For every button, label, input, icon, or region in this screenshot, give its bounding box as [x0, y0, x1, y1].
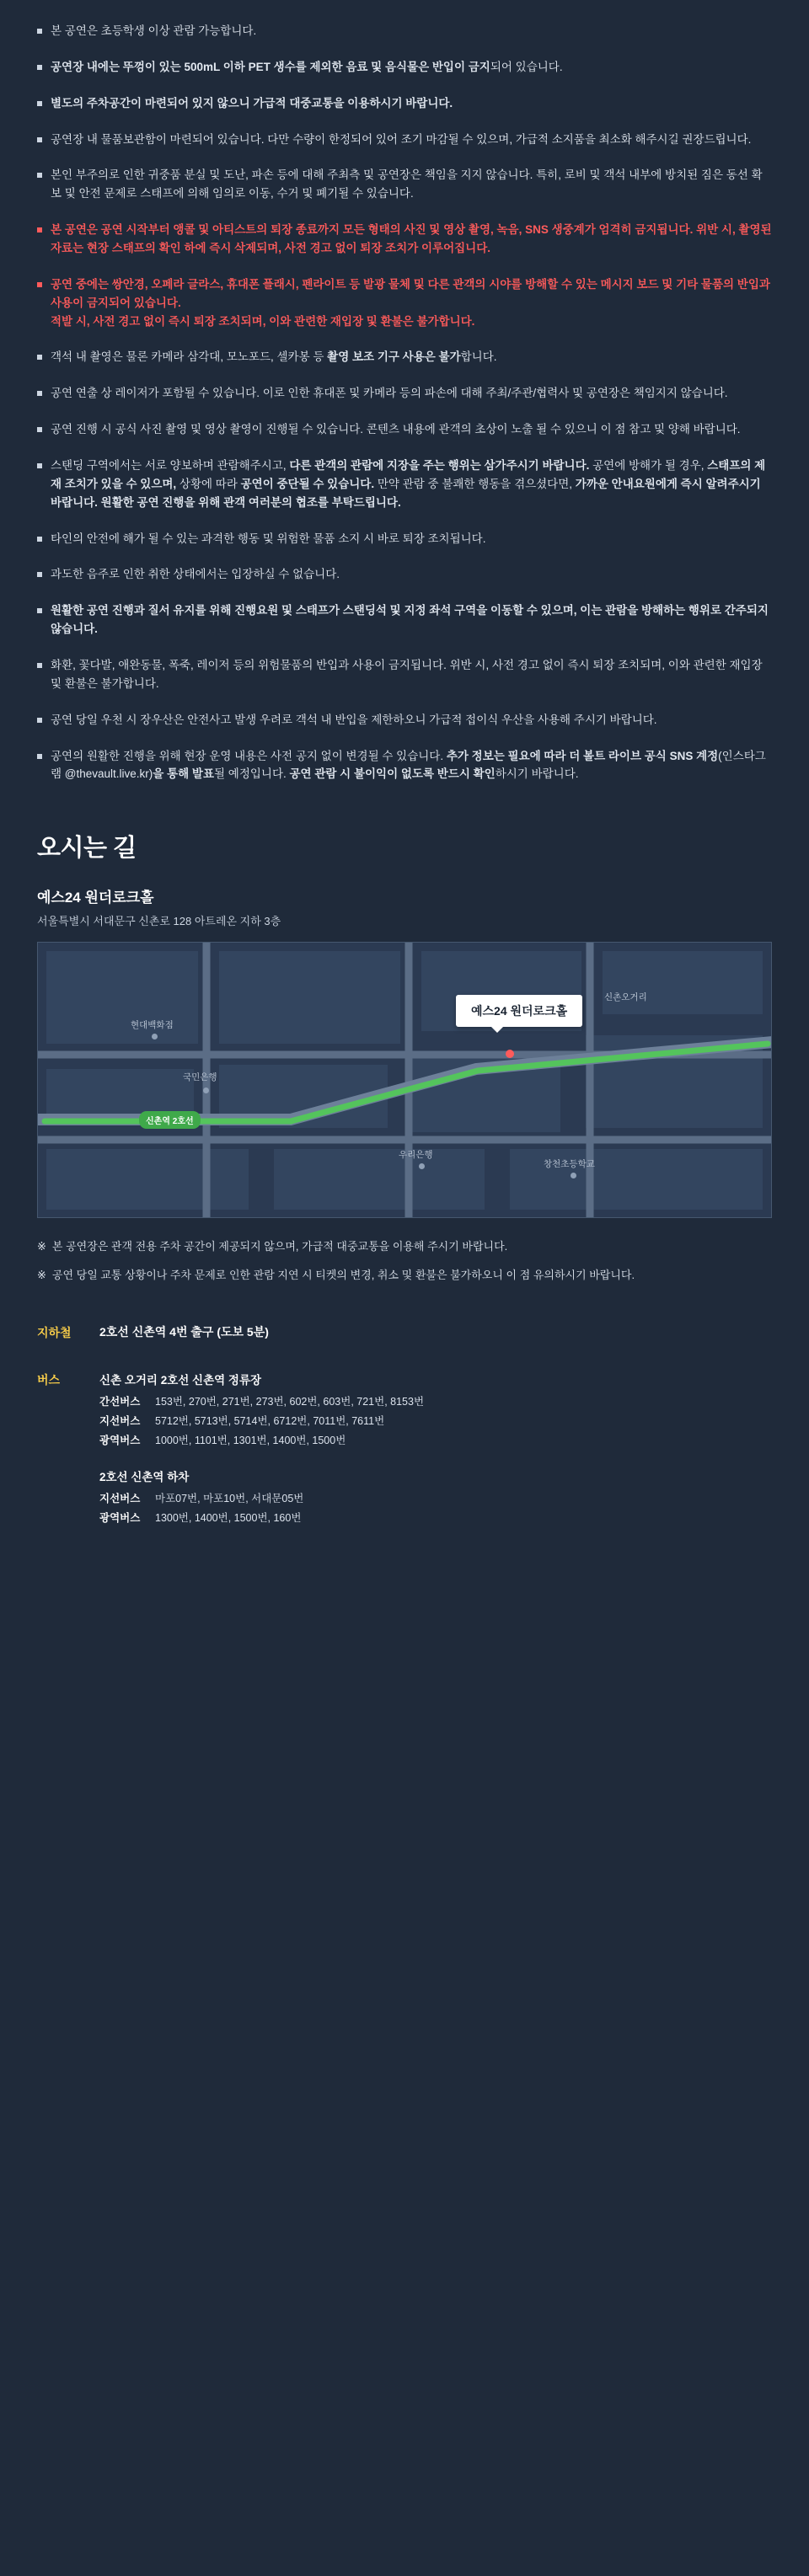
bullet-icon: [37, 101, 42, 106]
notice-run: 화환, 꽃다발, 애완동물, 폭죽, 레이저 등의 위험물품의 반입과 사용이 금지됩니다. 위반 시, 사전 경고 없이 즉시 퇴장 조치되며, 이와 관련한 재입장 및 환불은 불가합니다.: [51, 659, 763, 690]
bullet-icon: [37, 463, 42, 468]
notice-run: 객석 내 촬영은 물론 카메라 삼각대, 모노포드, 셀카봉 등: [51, 350, 328, 364]
bus-line-row: [99, 1509, 772, 1528]
notice-run: 공연의 원활한 진행을 위해 현장 운영 내용은 사전 공지 없이 변경될 수 있습니다.: [51, 749, 447, 762]
bus-numbers: 마포07번, 마포10번, 서대문05번: [155, 1493, 304, 1505]
map-label-sinchon-5way: 신촌오거리: [604, 992, 647, 1003]
notice-run: (인스타그램 @thevault.live.kr): [51, 749, 766, 781]
note-text: 본 공연장은 관객 전용 주차 공간이 제공되지 않으며, 가급적 대중교통을 이용해 주시기 바랍니다.: [51, 1240, 508, 1253]
bullet-icon: [37, 65, 42, 70]
note-item: [37, 1238, 772, 1256]
notice-item: [37, 601, 772, 639]
subway-line-tag: 신촌역 2호선: [139, 1111, 201, 1129]
notice-run: 상황에 따라: [176, 477, 241, 490]
notice-run: 별도의 주차공간이 마련되어 있지 않으니 가급적 대중교통을 이용하시기 바랍니다.: [51, 96, 453, 110]
notice-text: [51, 530, 772, 548]
notice-item: [37, 221, 772, 258]
notice-run: 만약 관람 중 불쾌한 행동을 겪으셨다면,: [374, 477, 576, 490]
notice-text: [51, 22, 772, 40]
notice-run: 공연이 중단될 수 있습니다.: [240, 477, 375, 490]
venue-name: 예스24 원더로크홀: [37, 890, 154, 906]
notice-run: 가까운 안내요원에게 즉시 알려주시기 바랍니다. 원활한 공연 진행을 위해 관객 여러분의 협조를 부탁드립니다.: [51, 477, 761, 509]
bullet-icon: [37, 427, 42, 432]
bullet-icon: [37, 355, 42, 360]
bus-stop-title: 2호선 신촌역 하차: [99, 1471, 190, 1484]
bullet-icon: [37, 173, 42, 178]
notice-text: [51, 348, 772, 366]
notice-run: 공연 관람 시 불이익이 없도록 반드시 확인: [289, 767, 496, 781]
notice-item: [37, 711, 772, 730]
asterisk-icon: ※: [37, 1240, 46, 1253]
bus-numbers: 1300번, 1400번, 1500번, 160번: [155, 1512, 302, 1525]
notice-run: 될 예정입니다.: [214, 767, 290, 781]
bullet-icon: [37, 537, 42, 542]
notice-text: [51, 457, 772, 512]
notice-run: 공연에 방해가 될 경우,: [589, 459, 708, 473]
notice-item: [37, 384, 772, 403]
notice-text: [51, 58, 772, 77]
bus-stop-group: [99, 1467, 772, 1528]
bullet-icon: [37, 608, 42, 613]
map-graphic: [38, 943, 772, 1218]
bullet-icon: [37, 754, 42, 759]
notice-item: [37, 420, 772, 439]
notice-item: [37, 166, 772, 203]
notice-text: [51, 384, 772, 403]
transit-info: [0, 1323, 809, 1601]
notice-run: 원활한 공연 진행과 질서 유지를 위해 진행요원 및 스태프가 스탠딩석 및 지정 좌석 구역을 이동할 수 있으며, 이는 관람을 방해하는 행위로 간주되지 않습니다.: [51, 604, 769, 636]
transit-subway-detail: 2호선 신촌역 4번 출구 (도보 5분): [99, 1324, 269, 1339]
bus-type-label: 광역버스: [99, 1512, 141, 1525]
notice-item: [37, 348, 772, 366]
notice-run: 되어 있습니다.: [490, 60, 563, 73]
notice-run: 하시기 바랍니다.: [495, 767, 579, 781]
bus-line-row: [99, 1412, 772, 1431]
bullet-icon: [37, 29, 42, 34]
notice-item: [37, 565, 772, 584]
note-text: 공연 당일 교통 상황이나 주차 문제로 인한 관람 지연 시 티켓의 변경, 취소 및 환불은 불가하오니 이 점 유의하시기 바랍니다.: [51, 1269, 635, 1282]
notice-run: 적발 시, 사전 경고 없이 즉시 퇴장 조치되며, 이와 관련한 재입장 및 환불은 불가합니다.: [51, 314, 475, 328]
notice-text: [51, 711, 772, 730]
bus-type-label: 지선버스: [99, 1493, 141, 1505]
notice-item: [37, 94, 772, 113]
notice-text: [51, 221, 772, 258]
asterisk-icon: ※: [37, 1269, 46, 1282]
location-map[interactable]: [37, 942, 772, 1218]
bullet-icon: [37, 572, 42, 577]
notice-item: [37, 530, 772, 548]
notice-run: 스태프의 제재 조치가 있을 수 있으며,: [51, 459, 766, 490]
transit-subway-label: 지하철: [37, 1325, 72, 1339]
notice-text: [51, 420, 772, 439]
notice-run: 과도한 음주로 인한 취한 상태에서는 입장하실 수 없습니다.: [51, 568, 340, 581]
notice-item: [37, 457, 772, 512]
notice-run: 다른 관객의 관람에 지장을 주는 행위는 삼가주시기 바랍니다.: [289, 459, 590, 473]
notice-item: [37, 22, 772, 40]
notice-run: 공연 중에는 쌍안경, 오페라 글라스, 휴대폰 플래시, 펜라이트 등 발광 물체 및 다른 관객의 시야를 방해할 수 있는 메시지 보드 및 기타 물품의 반입과 사용이 금지되어 있습니다.: [51, 277, 770, 309]
notice-item: [37, 747, 772, 784]
notice-run: 촬영 보조 기구 사용은 불가: [327, 350, 461, 364]
bus-stop-title: 신촌 오거리 2호선 신촌역 정류장: [99, 1373, 262, 1387]
map-venue-callout: 예스24 원더로크홀: [456, 995, 582, 1027]
notice-run: 합니다.: [460, 350, 497, 364]
notice-list: [0, 0, 809, 783]
notice-item: [37, 656, 772, 693]
transit-subway-row: [37, 1323, 772, 1349]
bullet-icon: [37, 663, 42, 668]
notice-item: [37, 58, 772, 77]
notice-text: [51, 94, 772, 113]
parking-notes: [0, 1238, 809, 1285]
notice-text: [51, 747, 772, 784]
map-label-kb-bank: 국민은행: [183, 1072, 217, 1083]
notice-run: 본인 부주의로 인한 귀중품 분실 및 도난, 파손 등에 대해 주최측 및 공연장은 책임을 지지 않습니다. 특히, 로비 및 객석 내부에 방치된 짐은 동선 확보 및 안전 문제로 스태프에 의해 임의로 이동, 수거 및 폐기될 수 있습니다.: [51, 168, 763, 200]
bullet-icon: [37, 137, 42, 142]
map-label-hyundai-dept: 현대백화점: [131, 1020, 174, 1031]
notice-text: [51, 565, 772, 584]
notice-item: [37, 131, 772, 149]
directions-section: [0, 829, 809, 1218]
note-item: [37, 1267, 772, 1285]
bus-line-row: [99, 1431, 772, 1451]
notice-run: 스탠딩 구역에서는 서로 양보하며 관람해주시고,: [51, 459, 290, 473]
notice-run: 공연장 내에는 뚜껑이 있는 500mL 이하 PET 생수를 제외한 음료 및 음식물은 반입이 금지: [51, 60, 490, 73]
transit-bus-row: [37, 1371, 772, 1529]
notice-run: 추가 정보는 필요에 따라 더 볼트 라이브 공식 SNS 계정: [446, 749, 719, 762]
bus-stop-group: [99, 1371, 772, 1451]
map-label-changcheon-school: 창천초등학교: [544, 1159, 595, 1170]
notice-run: 을 통해 발표: [153, 767, 214, 781]
page-title: 오시는 길: [37, 835, 137, 863]
bus-numbers: 5712번, 5713번, 5714번, 6712번, 7011번, 7611번: [155, 1415, 385, 1428]
map-label-woori-bank: 우리은행: [399, 1150, 433, 1161]
bus-numbers: 153번, 270번, 271번, 273번, 602번, 603번, 721번, 8153번: [155, 1395, 425, 1408]
notice-run: 공연 연출 상 레이저가 포함될 수 있습니다. 이로 인한 휴대폰 및 카메라 등의 파손에 대해 주최/주관/협력사 및 공연장은 책임지지 않습니다.: [51, 387, 728, 400]
bus-line-row: [99, 1489, 772, 1509]
notice-run: 공연 진행 시 공식 사진 촬영 및 영상 촬영이 진행될 수 있습니다. 콘텐츠 내용에 관객의 초상이 노출 될 수 있으니 이 점 참고 및 양해 바랍니다.: [51, 423, 741, 436]
bus-line-row: [99, 1392, 772, 1412]
notice-run: 공연장 내 물품보관함이 마련되어 있습니다. 다만 수량이 한정되어 있어 조기 마감될 수 있으며, 가급적 소지품을 최소화 해주시길 권장드립니다.: [51, 132, 752, 146]
venue-address: 서울특별시 서대문구 신촌로 128 아트레온 지하 3층: [37, 915, 281, 928]
notice-text: [51, 275, 772, 331]
notice-text: [51, 601, 772, 639]
bullet-icon: [37, 718, 42, 723]
bullet-icon: [37, 282, 42, 287]
notice-item: [37, 275, 772, 331]
notice-text: [51, 131, 772, 149]
bus-type-label: 광역버스: [99, 1435, 141, 1447]
bus-type-label: 간선버스: [99, 1395, 141, 1408]
transit-bus-label: 버스: [37, 1372, 61, 1387]
bullet-icon: [37, 227, 42, 232]
bus-numbers: 1000번, 1101번, 1301번, 1400번, 1500번: [155, 1435, 346, 1447]
notice-run: 공연 당일 우천 시 장우산은 안전사고 발생 우려로 객석 내 반입을 제한하오니 가급적 접이식 우산을 사용해 주시기 바랍니다.: [51, 713, 657, 726]
notice-run: 본 공연은 공연 시작부터 앵콜 및 아티스트의 퇴장 종료까지 모든 형태의 사진 및 영상 촬영, 녹음, SNS 생중계가 엄격히 금지됩니다. 위반 시, 촬영된 자료는 현장 스태프의 확인 하에 즉시 삭제되며, 사전 경고 없이 퇴장 조치가 이루어집니다.: [51, 223, 772, 255]
bullet-icon: [37, 391, 42, 396]
bus-type-label: 지선버스: [99, 1415, 141, 1428]
notice-text: [51, 166, 772, 203]
notice-run: 본 공연은 초등학생 이상 관람 가능합니다.: [51, 24, 257, 37]
notice-text: [51, 656, 772, 693]
notice-run: 타인의 안전에 해가 될 수 있는 과격한 행동 및 위험한 물품 소지 시 바로 퇴장 조치됩니다.: [51, 532, 486, 545]
